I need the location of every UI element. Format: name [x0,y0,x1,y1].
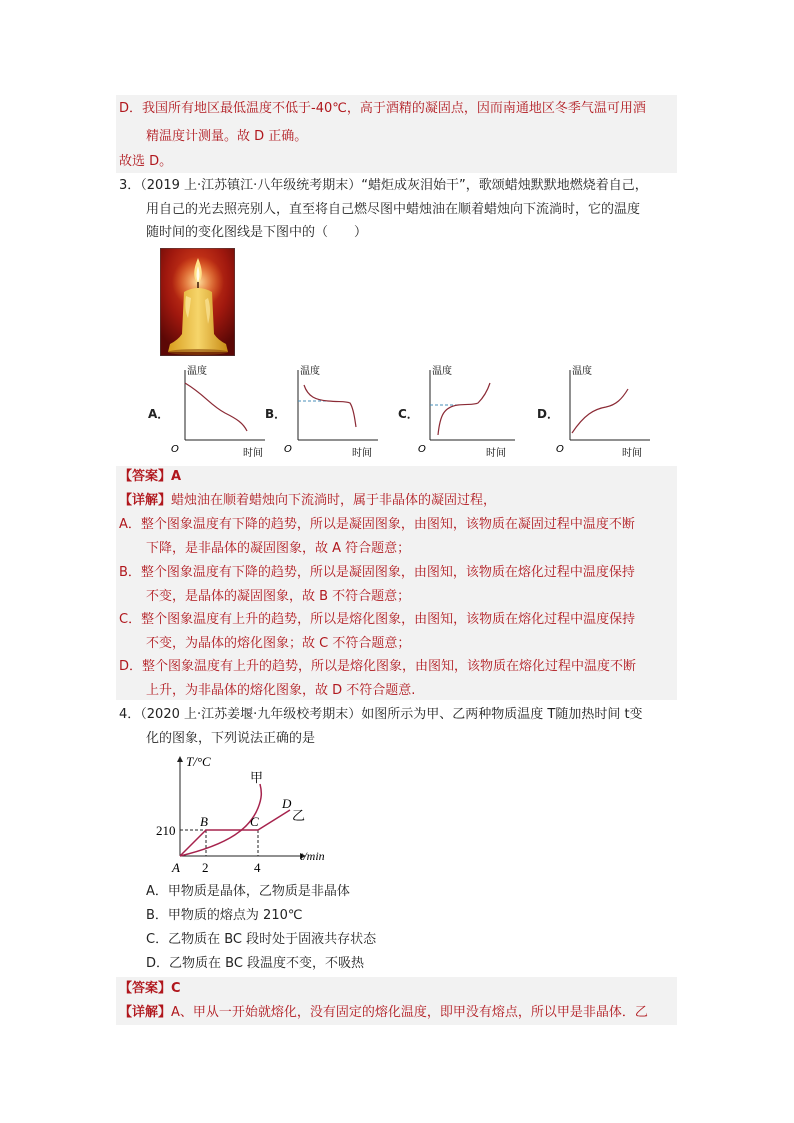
top-d-line1: D．我国所有地区最低温度不低于-40℃，高于酒精的凝固点，因而南通地区冬季气温可用酒 [119,101,646,116]
q4-point-c: C [250,814,259,829]
q4-x-tick-4: 4 [254,860,261,875]
q4-detail-text: A、甲从一开始就熔化，没有固定的熔化温度，即甲没有熔点，所以甲是非晶体．乙 [171,1005,648,1020]
q4-x-tick-2: 2 [202,860,209,875]
q3-d-origin: O [556,444,564,455]
q3-option-a-graph [165,365,270,460]
q4-option-a: A．甲物质是晶体，乙物质是非晶体 [146,884,350,899]
q4-x-axis-label: t/min [300,849,325,863]
q4-detail [119,1005,648,1021]
q3-explain-a2: 下降，是非晶体的凝固图象，故 A 符合题意； [146,541,411,556]
q4-answer-value: C [171,981,181,996]
q4-answer-tag: 【答案】 [119,981,172,996]
q3-option-b-label: B． [265,407,287,421]
q3-detail-tag: 【详解】 [119,493,172,508]
q3-b-origin: O [284,444,292,455]
q3-explain-a1: A．整个图象温度有下降的趋势，所以是凝固图象，由图知，该物质在凝固过程中温度不断 [119,517,635,532]
q3-a-xlabel: 时间 [243,448,263,459]
q3-d-ylabel: 温度 [572,366,592,377]
q4-point-a: A [172,860,180,875]
q3-c-xlabel: 时间 [486,448,506,459]
q4-y-axis-label: T/°C [186,754,211,769]
q3-stem-line2: 用自己的光去照亮别人，直至将自己燃尽图中蜡烛油在顺着蜡烛向下流淌时，它的温度 [146,202,641,217]
q3-explain-b2: 不变，是晶体的凝固图象，故 B 不符合题意； [146,589,411,604]
q3-explain-d2: 上升，为非晶体的熔化图象，故 D 不符合题意. [146,683,416,698]
q4-detail-tag: 【详解】 [119,1005,172,1020]
q3-a-ylabel: 温度 [187,366,207,377]
q3-answer [119,469,181,485]
q3-b-xlabel: 时间 [352,448,372,459]
top-conclusion: 故选 D。 [119,154,173,169]
q3-c-origin: O [418,444,426,455]
q3-answer-tag: 【答案】 [119,469,172,484]
q3-option-d-graph [550,365,655,460]
q3-option-c-label: C． [398,407,419,421]
q4-label-jia: 甲 [250,771,264,786]
q3-detail [119,493,496,509]
q4-point-d: D [282,796,292,811]
q4-y-tick-210: 210 [156,823,176,838]
q3-option-a-label: A． [148,407,170,421]
q4-option-b: B．甲物质的熔点为 210℃ [146,908,303,923]
q3-answer-value: A [171,469,182,484]
q4-label-yi: 乙 [292,809,306,824]
q3-explain-b1: B．整个图象温度有下降的趋势，所以是凝固图象，由图知，该物质在熔化过程中温度保持 [119,565,635,580]
q3-a-origin: O [171,444,179,455]
q3-d-xlabel: 时间 [622,448,642,459]
q4-stem-line2: 化的图象，下列说法正确的是 [146,731,316,746]
q3-stem-line3: 随时间的变化图线是下图中的（ ） [146,225,368,240]
q4-answer [119,981,181,997]
q3-stem-line1: 3．（2019 上·江苏镇江·八年级统考期末）“蜡炬成灰泪始干”，歌颂蜡烛默默地燃烧着自己， [119,178,648,193]
q4-option-c: C．乙物质在 BC 段时处于固液共存状态 [146,932,377,947]
q4-graph [150,748,350,878]
top-d-line2: 精温度计测量。故 D 正确。 [146,129,308,144]
q3-option-c-graph [410,365,520,460]
q4-stem-line1: 4．（2020 上·江苏姜堰·九年级校考期末）如图所示为甲、乙两种物质温度 T随加热时间 t变 [119,707,643,722]
q4-point-b: B [200,814,208,829]
q3-option-d-label: D． [537,407,559,421]
q3-explain-c2: 不变，为晶体的熔化图象；故 C 不符合题意； [146,636,411,651]
q3-option-b-graph [278,365,383,460]
q3-c-ylabel: 温度 [432,366,452,377]
q3-b-ylabel: 温度 [300,366,320,377]
q4-option-d: D．乙物质在 BC 段温度不变，不吸热 [146,956,365,971]
q3-explain-c1: C．整个图象温度有上升的趋势，所以是熔化图象，由图知，该物质在熔化过程中温度保持 [119,612,636,627]
q3-explain-d1: D．整个图象温度有上升的趋势，所以是熔化图象，由图知，该物质在熔化过程中温度不断 [119,659,637,674]
candle-image [160,248,235,356]
q3-detail-text: 蜡烛油在顺着蜡烛向下流淌时，属于非晶体的凝固过程， [171,493,497,508]
